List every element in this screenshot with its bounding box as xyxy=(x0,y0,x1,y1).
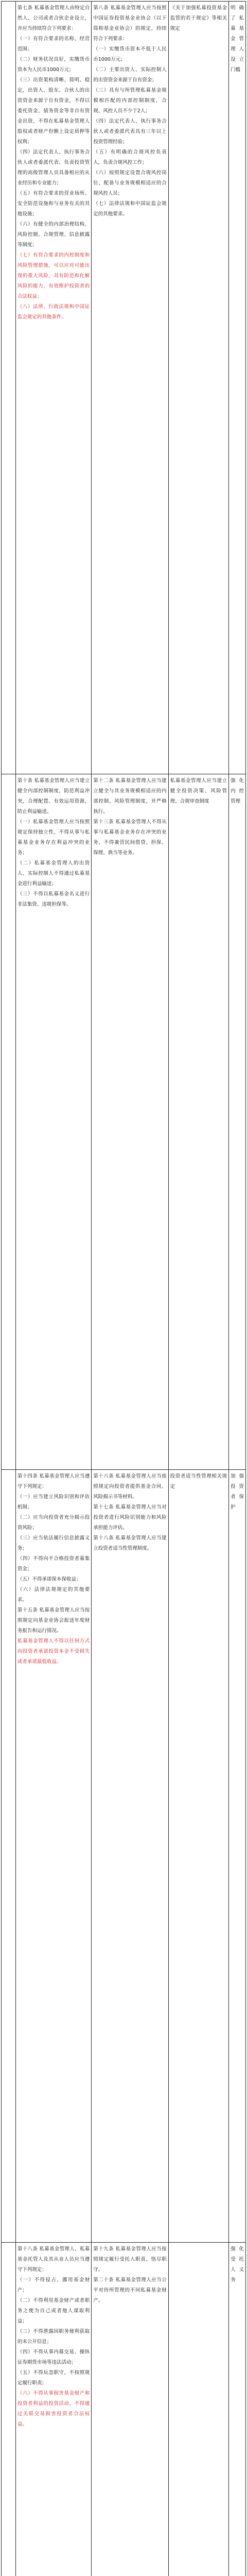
note-cell: 强化内控管理 xyxy=(231,778,244,804)
paragraph: （一）私募基金管理人应当按照规定保持独立性，不得从事与私募基金业务存在利益冲突的业务； xyxy=(17,819,90,856)
row-number-cell xyxy=(2,2243,16,2576)
highlighted-paragraph: （六）不得从事损害基金财产和投资者利益的投资活动，不得通过关联交易损害投资者合法权益。 xyxy=(17,2391,90,2427)
row-number-cell xyxy=(2,1470,16,2242)
paragraph: （五）有明确的合规风控负责人，负责合规风控工作； xyxy=(93,149,167,165)
note-cell: 明确了私募基金管理人设立门槛 xyxy=(231,5,244,73)
reference-cell: 《关于加强私募投资基金监管的若干规定》等相关规定 xyxy=(169,2,230,774)
paragraph: （三）不得以私募基金名义进行非法集资、违规担保等。 xyxy=(17,891,90,907)
paragraph: 第二十条 私募基金管理人应当公平对待所管理的不同私募基金财产。 xyxy=(93,2277,167,2303)
paragraph: 第十七条 私募基金管理人应当对投资者进行风险识别能力和风险承担能力评估。 xyxy=(93,1504,167,1531)
comparison-text-cell xyxy=(92,2,168,774)
paragraph: （一）实缴货币资本不低于人民币1000万元； xyxy=(93,46,167,62)
paragraph: 第十条 私募基金管理人应当建立健全内部控制制度，防范利益冲突，合理配置、有效运用资源，防止利益输送。 xyxy=(17,778,90,815)
paragraph: 第十四条 私募基金管理人应当遵守下列规定： xyxy=(17,1473,90,1489)
reference-cell: 投资者适当性管理相关规定 xyxy=(169,1470,230,2242)
paragraph: （六）按照规定设置合规风控岗位，配备与业务规模相适应的合规风控人员； xyxy=(93,170,167,196)
paragraph: 第十九条 私募基金管理人应当按照规定履行受托人职责，恪尽职守。 xyxy=(93,2246,167,2273)
paragraph: （二）应当向投资者充分揭示投资风险； xyxy=(17,1515,90,1531)
paragraph: （三）具有与所管理私募基金规模相匹配的内部控制制度，合规、风控人员不少于2人； xyxy=(93,88,167,114)
paragraph: （三）不得泄露因职务便利获取的未公开信息； xyxy=(17,2329,90,2345)
paragraph: （四）不得从事内幕交易、操纵证券期货市场等违法活动； xyxy=(17,2349,90,2365)
paragraph: （七）法律法规和中国证监会规定的其他要求。 xyxy=(93,201,167,217)
paragraph: （六）有健全的内部治理结构、风险控制、合规管理、信息披露等制度； xyxy=(17,222,90,248)
paragraph: 第十五条 私募基金管理人应当按照规定向基金业协会报送年度财务报告和运行情况。 xyxy=(17,1607,90,1634)
regulation-text-cell xyxy=(16,774,92,1469)
highlighted-paragraph: 私募基金管理人不得以任何方式向投资者承诺投资本金不受损失或者承诺最低收益。 xyxy=(17,1638,90,1665)
paragraph: （一）应当建立风险识别和评估机制； xyxy=(17,1494,90,1510)
paragraph: （二）财务状况良好，实缴货币资本为人民币1000万元； xyxy=(17,57,90,73)
paragraph: （四）法定代表人、执行事务合伙人或者委派代表具有三年以上投资管理经验； xyxy=(93,118,167,145)
reference-cell: 私募基金管理人应当建立健全投资决策、风险管理、合规审查制度 xyxy=(169,774,230,1469)
row-number-cell xyxy=(2,2,16,774)
paragraph: （四）法定代表人、执行事务合伙人或者委派代表、负责投资管理的高级管理人员具备相应的从业经历和专业能力； xyxy=(17,149,90,186)
regulation-text-cell xyxy=(16,1470,92,2242)
paragraph: （二）私募基金管理人的出资人、实际控制人不得通过私募基金进行利益输送； xyxy=(17,860,90,887)
paragraph: （二）主要出资人、实际控制人的出资资金来源于自有资金； xyxy=(93,67,167,83)
regulation-text-cell xyxy=(16,2,92,774)
paragraph: 第十三条 私募基金管理人不得从事与私募基金业务存在冲突的业务，不得兼营民间借贷、担保、保理、典当等业务。 xyxy=(93,819,167,856)
note-cell: 强化受托人义务 xyxy=(231,2246,244,2283)
paragraph: （二）不得利用基金财产或者职务之便为自己或者他人谋取利益； xyxy=(17,2298,90,2324)
comparison-text-cell xyxy=(92,2243,168,2576)
comparison-text-cell xyxy=(92,774,168,1469)
highlighted-paragraph: （八）法律、行政法规和中国证监会规定的其他条件。 xyxy=(17,304,90,320)
table-row xyxy=(2,1470,245,2243)
paragraph: （三）应当依法履行信息披露义务； xyxy=(17,1535,90,1551)
paragraph: （六）法律法规规定的其他要求。 xyxy=(17,1587,90,1603)
comparison-table xyxy=(1,1,246,2576)
paragraph: 第十六条 私募基金管理人应当按照规定向投资者提供基金合同、风险揭示书等材料。 xyxy=(93,1473,167,1500)
comparison-text-cell xyxy=(92,1470,168,2242)
row-number-cell xyxy=(2,774,16,1469)
paragraph: 第十二条 私募基金管理人应当建立健全与其业务规模相适应的内部控制、风险管理制度，并严格执行。 xyxy=(93,778,167,815)
table-row xyxy=(2,2,245,774)
note-cell: 加强投资者保护 xyxy=(231,1473,244,1510)
paragraph: （五）不得玩忽职守，不按照规定履行职责； xyxy=(17,2370,90,2386)
paragraph: （五）不得承诺保本保收益； xyxy=(17,1577,81,1582)
table-row xyxy=(2,774,245,1470)
reference-cell xyxy=(169,2243,230,2576)
paragraph: （一）不得侵占、挪用基金财产； xyxy=(17,2277,90,2293)
paragraph: （三）出资架构清晰、简明、稳定，出资人、股东、合伙人的出资资金来源于自有资金，不得以委托资金、债务资金等非自有资金出资，不得在私募基金管理人股权或者财产份额上设定质押等权利； xyxy=(17,77,90,145)
highlighted-paragraph: （七）有符合要求的内控制度和风险管理措施，可以应对可能出现的重大风险，具有防范和化解风险的能力，有效维护投资者的合法权益； xyxy=(17,252,90,299)
regulation-text-cell xyxy=(16,2243,92,2576)
paragraph: 第十八条 私募基金管理人、私募基金托管人及其从业人员应当遵守下列规定： xyxy=(17,2246,90,2273)
paragraph: 第七条 私募基金管理人由特定自然人、公司或者合伙企业设立，并应当持续符合下列要求： xyxy=(17,5,90,31)
paragraph: （四）不得向不合格投资者募集资金； xyxy=(17,1556,90,1572)
paragraph: （一）有符合要求的名称、经营范围； xyxy=(17,36,90,52)
paragraph: （五）有符合要求的营业场所、安全防范设施和与业务有关的其他设施； xyxy=(17,191,90,217)
paragraph: 第八条 私募基金管理人应当按照中国证券投资基金业协会（以下简称基金业协会）的规定，持续符合下列要求： xyxy=(93,5,167,42)
table-row xyxy=(2,2243,245,2576)
paragraph: 第十八条 私募基金管理人应当建立投资者适当性管理制度。 xyxy=(93,1535,167,1551)
